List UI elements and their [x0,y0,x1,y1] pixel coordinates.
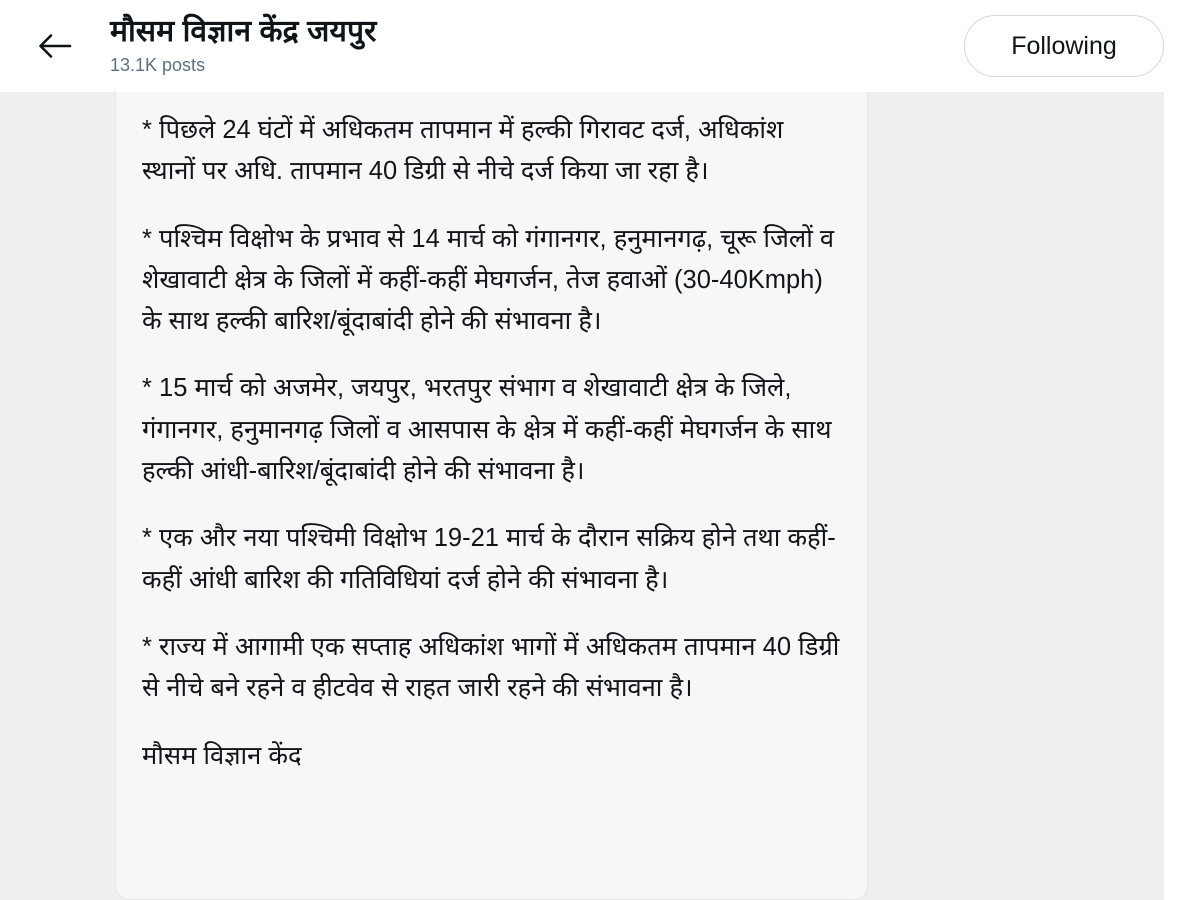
post-paragraph: * एक और नया पश्चिमी विक्षोभ 19-21 मार्च के दौरान सक्रिय होने तथा कहीं-कहीं आंधी बारिश की गतिविधियां दर्ज होने की संभावना है। [142,524,836,594]
post-paragraph: * राज्य में आगामी एक सप्ताह अधिकांश भागों में अधिकतम तापमान 40 डिग्री से नीचे बने रहने व हीटवेव से राहत जारी रहने की संभावना है। [142,632,847,703]
post-paragraph: * पश्चिम विक्षोभ के प्रभाव से 14 मार्च को गंगानगर, हनुमानगढ़, चूरू जिलों व शेखावाटी क्षेत्र के जिलों में कहीं-कहीं मेघगर्जन, तेज हवाओं (30-40Kmph) के साथ हल्की बारिश/बूंदाबांदी होने की संभावना है। [142,224,842,336]
header-titles [110,15,964,77]
post-paragraph: * 15 मार्च को अजमेर, जयपुर, भरतपुर संभाग व शेखावाटी क्षेत्र के जिले, गंगानगर, हनुमानगढ़ जिलों व आसपास के क्षेत्र में कहीं-कहीं मेघगर्जन के साथ हल्की आंधी-बारिश/बूंदाबांदी होने की संभावना है। [142,374,839,486]
post-paragraph: * पिछले 24 घंटों में अधिकतम तापमान में हल्की गिरावट दर्ज, अधिकांश स्थानों पर अधि. तापमान 40 डिग्री से नीचे दर्ज किया जा रहा है। [142,116,791,186]
post-text [142,110,847,777]
right-gutter [1164,92,1200,900]
back-button[interactable] [28,19,82,73]
post-card [115,92,868,900]
page-title: मौसम विज्ञान केंद्र जयपुर [110,14,377,48]
post-count-label: 13.1K posts [110,55,206,76]
post-signature: मौसम विज्ञान केंद [142,741,302,770]
arrow-left-icon [38,31,72,61]
following-button[interactable]: Following [964,15,1164,77]
header-bar [0,0,1200,92]
